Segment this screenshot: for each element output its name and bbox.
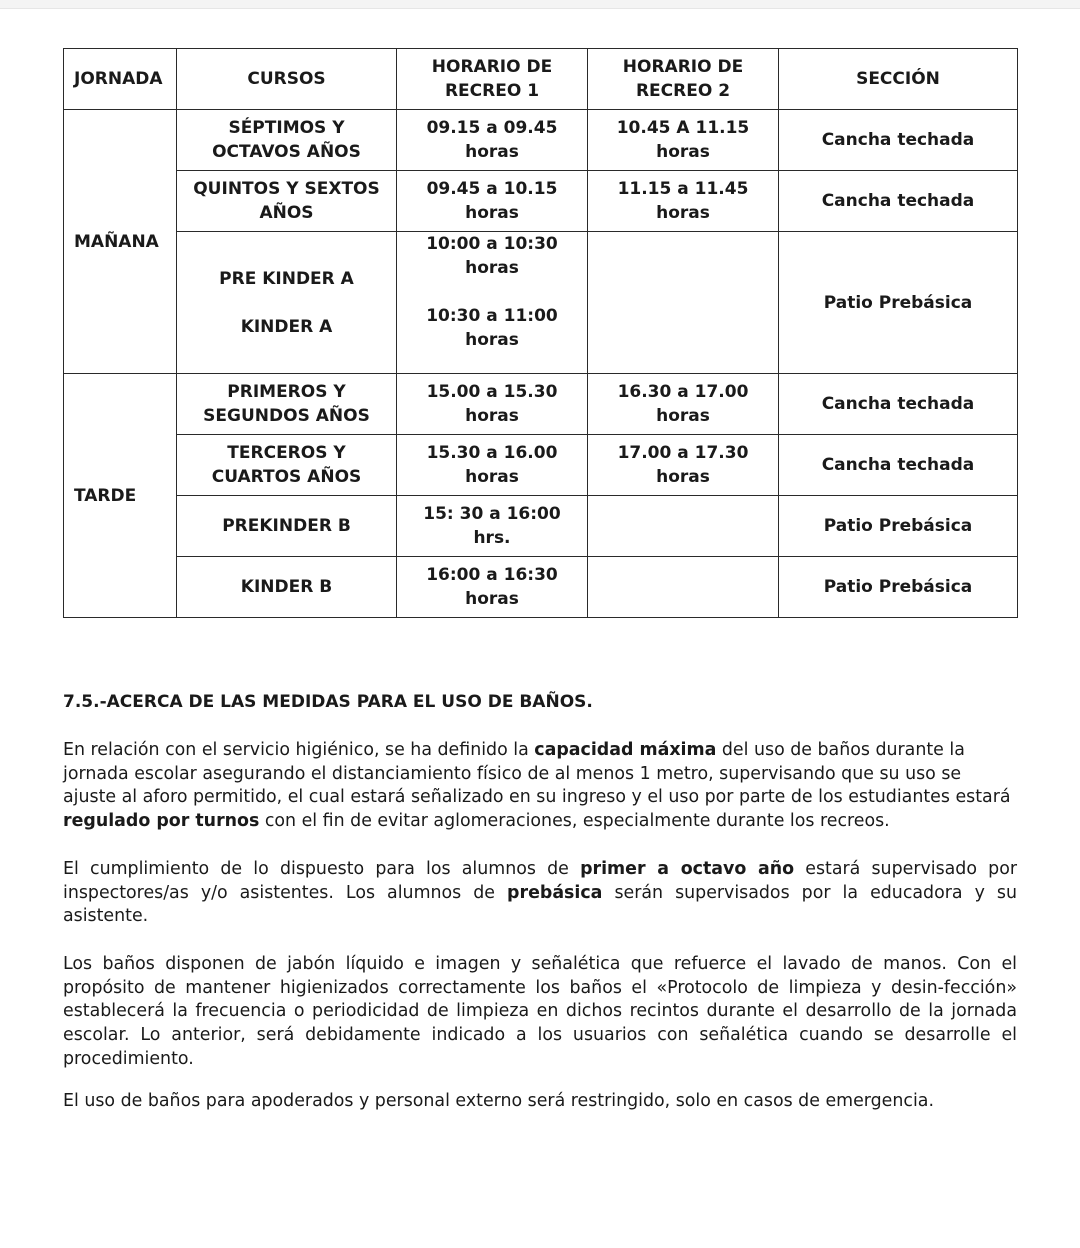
header-cursos: CURSOS [177, 49, 397, 110]
recreo-1-unit: horas [465, 142, 519, 162]
recreo-1-time: 16:00 a 16:30 [426, 565, 558, 585]
seccion-cell: Patio Prebásica [779, 496, 1018, 557]
header-recreo-2 [588, 49, 779, 110]
table-row [64, 557, 1018, 618]
recreo-2-cell [588, 374, 779, 435]
recreo-1-cell [397, 435, 588, 496]
header-jornada: JORNADA [64, 49, 177, 110]
recreo-1-time: 09.15 a 09.45 [426, 118, 558, 138]
curso-cell [177, 435, 397, 496]
seccion-cell: Patio Prebásica [779, 232, 1018, 374]
curso-line2: OCTAVOS AÑOS [212, 142, 361, 162]
paragraph-text: El cumplimiento de lo dispuesto para los alumnos de [63, 859, 581, 879]
header-recreo-2-line1: HORARIO DE [622, 57, 744, 77]
recreo-1-cell: 15: 30 a 16:00 hrs. [397, 496, 588, 557]
curso-line1: PRIMEROS Y [227, 382, 346, 402]
recreo-2-cell [588, 435, 779, 496]
recreo-1-time: 15.00 a 15.30 [426, 382, 558, 402]
paragraph-text: con el fin de evitar aglomeraciones, especialmente durante los recreos. [259, 811, 890, 832]
paragraph-supervision [63, 858, 1017, 929]
paragraph-text: En relación con el servicio higiénico, se ha definido la [63, 740, 535, 760]
paragraph-capacity [63, 739, 1017, 834]
header-recreo-2-line2: RECREO 2 [635, 81, 731, 101]
curso-line2: AÑOS [259, 203, 314, 223]
recreo-1-unit-b: horas [465, 330, 519, 350]
recreo-2-time: 16.30 a 17.00 [617, 382, 749, 402]
table-row [64, 171, 1018, 232]
recreo-2-unit: horas [656, 406, 710, 426]
curso-cell [177, 171, 397, 232]
curso-cell: PREKINDER B [177, 496, 397, 557]
table-row [64, 110, 1018, 171]
paragraph-text: del uso de baños durante la jornada escolar asegurando el distanciamiento físico de al menos 1 metro, supervisando que su uso se ajuste al aforo permitido, el cual estará señalizado en su ingreso y el uso por parte de los estudiantes estará [63, 740, 1011, 808]
table-row [64, 374, 1018, 435]
curso-pre-kinder-a: PRE KINDER A [219, 268, 354, 289]
recreo-1-time-b: 10:30 a 11:00 [426, 306, 558, 326]
paragraph-text: serán supervisados por la educadora y su asistente. [63, 882, 1017, 927]
paragraph-bold: prebásica [507, 882, 603, 903]
recreo-1-cell [397, 374, 588, 435]
paragraph-restriction: El uso de baños para apoderados y personal externo será restringido, solo en casos de emergencia. [63, 1091, 934, 1111]
curso-spacer [183, 291, 390, 315]
table-row [64, 496, 1018, 557]
jornada-manana: MAÑANA [64, 110, 177, 374]
paragraph-cleaning: Los baños disponen de jabón líquido e imagen y señalética que refuerce el lavado de manos. Con el propósito de mantener higienizados correctamente los baños el «Protocolo de limpieza y desin-fección» establecerá la frecuencia o periodicidad de limpieza en dichos recintos durante el desarrollo de la jornada escolar. Lo anterior, será debidamente indicado a los usuarios con señalética cuando se desarrolle el procedimiento. [63, 954, 1017, 1069]
header-recreo-1 [397, 49, 588, 110]
recreo-2-unit: horas [656, 467, 710, 487]
recreo-2-time: 11.15 a 11.45 [617, 179, 749, 199]
recreo-1-time: 15.30 a 16.00 [426, 443, 558, 463]
table-row [64, 232, 1018, 374]
recreo-2-time: 17.00 a 17.30 [617, 443, 749, 463]
recreo-2-time: 10.45 A 11.15 [616, 118, 750, 138]
seccion-cell: Cancha techada [779, 435, 1018, 496]
recreo-1-cell [397, 232, 588, 374]
curso-line1: QUINTOS Y SEXTOS [193, 179, 380, 199]
recreo-1-cell [397, 171, 588, 232]
recreo-1-unit: horas [465, 467, 519, 487]
recreo-2-unit: horas [656, 142, 710, 162]
header-recreo-1-line1: HORARIO DE [431, 57, 553, 77]
curso-kinder-a: KINDER A [240, 316, 333, 337]
recreo-1-unit: horas [465, 406, 519, 426]
seccion-cell: Cancha techada [779, 110, 1018, 171]
recreo-1-cell [397, 557, 588, 618]
header-recreo-1-line2: RECREO 1 [444, 81, 540, 101]
recreo-2-cell [588, 557, 779, 618]
seccion-cell: Cancha techada [779, 171, 1018, 232]
curso-line1: TERCEROS Y [227, 443, 346, 463]
seccion-cell: Patio Prebásica [779, 557, 1018, 618]
recreo-1-cell [397, 110, 588, 171]
curso-line1: SÉPTIMOS Y [228, 118, 345, 138]
recreo-2-unit: horas [656, 203, 710, 223]
seccion-cell: Cancha techada [779, 374, 1018, 435]
recreo-1-spacer [403, 280, 581, 304]
paragraph-bold: capacidad máxima [534, 740, 717, 760]
recreo-1-unit-a: horas [465, 258, 519, 278]
section-title: 7.5.-ACERCA DE LAS MEDIDAS PARA EL USO DE BAÑOS. [63, 692, 593, 712]
recreo-2-cell [588, 496, 779, 557]
recreo-1-time: 09.45 a 10.15 [426, 179, 558, 199]
recreo-2-cell [588, 110, 779, 171]
curso-cell: KINDER B [177, 557, 397, 618]
paragraph-bold: regulado por turnos [63, 811, 260, 832]
table-row [64, 435, 1018, 496]
recess-schedule-table [63, 48, 1018, 618]
curso-line2: CUARTOS AÑOS [211, 467, 362, 487]
recreo-2-cell [588, 232, 779, 374]
recreo-2-cell [588, 171, 779, 232]
recreo-1-unit: horas [465, 589, 519, 609]
curso-cell [177, 374, 397, 435]
jornada-tarde: TARDE [64, 374, 177, 618]
recreo-1-time-a: 10:00 a 10:30 [426, 234, 558, 254]
paragraph-bold: primer a octavo año [580, 859, 795, 879]
curso-cell [177, 110, 397, 171]
page-top-edge [0, 0, 1080, 9]
header-seccion: SECCIÓN [779, 49, 1018, 110]
curso-cell [177, 232, 397, 374]
table-header-row [64, 49, 1018, 110]
paragraph-text: estará supervisado por inspectores/as y/o asistentes. Los alumnos de [63, 859, 1018, 903]
recreo-1-unit: horas [465, 203, 519, 223]
curso-line2: SEGUNDOS AÑOS [203, 406, 370, 426]
